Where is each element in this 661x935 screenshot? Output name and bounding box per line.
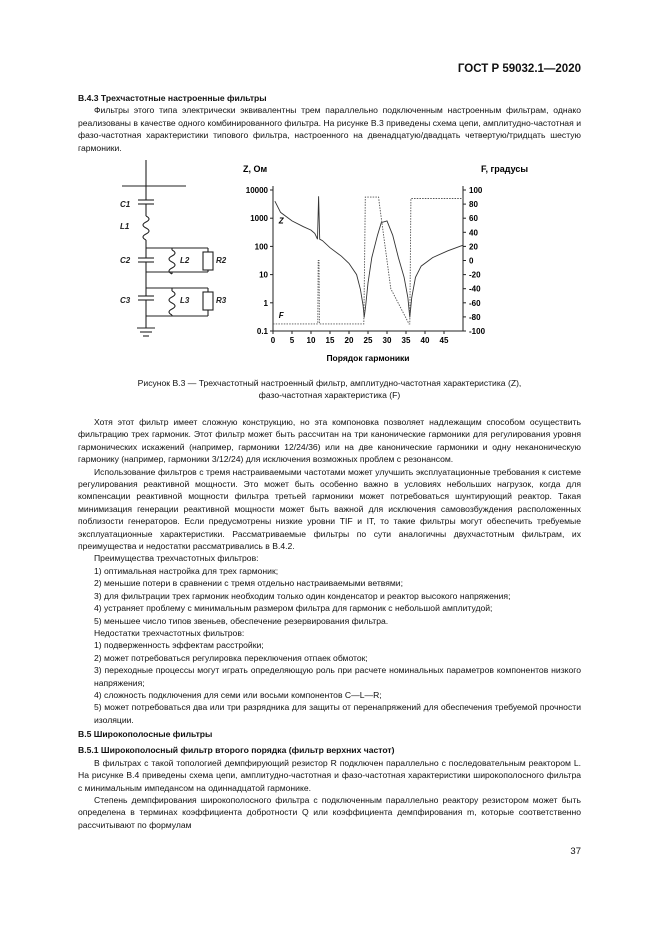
chart xyxy=(243,164,528,363)
x-tick-label: 5 xyxy=(289,336,295,345)
list-item: 3) для фильтрации трех гармоник необходим только один конденсатор и реактор высокого напряжения; xyxy=(94,590,511,601)
list-item: 5) может потребоваться два или три разрядника для защиты от перенапряжений для обеспечения требуемой прочности изоляции. xyxy=(94,702,581,725)
caption-line-1: Рисунок В.3 — Трехчастотный настроенный фильтр, амплитудно-частотная характеристика (Z), xyxy=(137,378,522,388)
y-right-tick-label: -100 xyxy=(469,327,486,336)
label-c1: C1 xyxy=(120,200,131,209)
list-item: 3) переходные процессы могут играть определяющую роль при расчете номинальных параметров компонентов низкого напряжения; xyxy=(94,665,581,688)
label-l2: L2 xyxy=(180,256,190,265)
standard-number: ГОСТ Р 59032.1—2020 xyxy=(457,63,581,75)
series-f-label: F xyxy=(278,310,284,320)
page-number: 37 xyxy=(570,846,581,857)
section-b5 xyxy=(78,728,581,831)
label-c2: C2 xyxy=(120,256,131,265)
caption-line-2: фазо-частотная характеристика (F) xyxy=(258,390,401,401)
x-tick-label: 45 xyxy=(439,336,449,345)
y-right-tick-label: -40 xyxy=(469,284,481,294)
y-right-tick-label: 40 xyxy=(469,228,478,238)
list-item: 4) сложность подключения для семи или восьми компонентов C—L—R; xyxy=(94,689,382,700)
figure-b3 xyxy=(110,160,530,372)
x-tick-label: 35 xyxy=(401,336,411,345)
list-item: 1) подверженность эффектам расстройки; xyxy=(94,640,264,651)
x-tick-label: 15 xyxy=(325,336,335,345)
list-item: 2) меньшие потери в сравнении с тремя отдельно настраиваемыми ветвями; xyxy=(94,578,403,589)
section-body xyxy=(78,416,581,726)
series-f-line xyxy=(273,197,463,324)
y-right-tick-label: -20 xyxy=(469,270,481,280)
y-left-tick-label: 10 xyxy=(259,270,268,280)
paragraph: Фильтры этого типа электрически эквивалентны трем параллельно подключенным настроенным фильтрам, однако реализованы в качестве одного комбинированного фильтра. На рисунке В.3 приведены схема цепи, амплитудно-частотная и фазо-частотная характеристики типового фильтра, настроенного на двенадцатую/двадцать четвертую/тридцать шестую гармоники. xyxy=(78,105,581,153)
y-right-tick-label: 0 xyxy=(469,256,474,266)
y-right-tick-label: 80 xyxy=(469,200,478,210)
y-right-tick-label: -60 xyxy=(469,298,481,308)
subsection-title: B.5.1 Широкополосный фильтр второго порядка (фильтр верхних частот) xyxy=(78,745,395,756)
section-b43 xyxy=(78,92,581,154)
y-left-tick-label: 10000 xyxy=(245,186,268,195)
paragraph: Использование фильтров с тремя настраиваемыми частотами может улучшить эксплуатационные требования к системе регулирования реактивной мощности. Это может быть особенно важно в условиях небольших нагрузок, когда для компенсации реактивной мощности фильтра третьей гармоники может потребоваться шунтирующий реактор. Такая минимизация генерации реактивной мощности может быть важной для исключения самовозбуждения расположенных поблизости генераторов. Если предусмотрены низкие уровни TIF и IT, то такие фильтры могут обеспечить требуемые эксплуатационные характеристики. Рассматриваемые фильтры по сути аналогичны двухчастотным фильтрам, их преимущества и недостатки рассматривались в В.4.2. xyxy=(78,466,581,552)
paragraph: В фильтрах с такой топологией демпфирующий резистор R подключен параллельно с последовательным реактором L. На рисунке В.4 приведены схема цепи, амплитудно-частотная и фазо-частотная характеристики широкополосного фильтра с минимальным импедансом на одиннадцатой гармонике. xyxy=(78,757,581,793)
y-left-tick-label: 1000 xyxy=(250,214,268,224)
label-c3: C3 xyxy=(120,296,131,305)
label-r2: R2 xyxy=(216,256,227,265)
list-item: 5) меньшее число типов звеньев, обеспечение резервирования фильтра. xyxy=(94,615,389,626)
y-right-tick-label: 20 xyxy=(469,242,478,252)
section-title: B.4.3 Трехчастотные настроенные фильтры xyxy=(78,93,267,103)
figure-caption xyxy=(78,377,581,402)
label-l1: L1 xyxy=(120,222,130,231)
x-tick-label: 30 xyxy=(382,336,392,345)
list-item: 2) может потребоваться регулировка переключения отпаек обмоток; xyxy=(94,652,368,663)
paragraph: Степень демпфирования широкополосного фильтра с подключенным параллельно реактору резистором может быть определена в терминах коэффициента добротности Q или коэффициента демпфирования m, которые соответственно рассчитывают по формулам xyxy=(78,795,581,830)
paragraph: Хотя этот фильтр имеет сложную конструкцию, но эта компоновка позволяет надлежащим способом осуществить фильтрацию трех гармоник. Этот фильтр может быть рассчитан на три канонические гармоники для регулирования уровня гармонических искажений (например, гармоники 12/24/36) или на две канонические гармоники и одну неканоническую гармонику (например, гармоники 3/12/24) для исключения возможных проблем с резонансом. xyxy=(78,417,581,465)
y-right-axis-label: F, градусы xyxy=(481,164,529,174)
section-title: B.5 Широкополосные фильтры xyxy=(78,729,213,739)
advantages-title: Преимущества трехчастотных фильтров: xyxy=(94,553,259,564)
x-tick-label: 40 xyxy=(420,336,430,345)
label-l3: L3 xyxy=(180,296,190,305)
x-tick-label: 25 xyxy=(363,336,373,345)
list-item: 1) оптимальная настройка для трех гармоник; xyxy=(94,565,279,576)
y-left-tick-label: 0.1 xyxy=(256,327,268,336)
y-right-tick-label: 100 xyxy=(469,186,483,195)
y-left-tick-label: 100 xyxy=(254,242,268,252)
list-item: 4) устраняет проблему с минимальным размером фильтра для гармоник с небольшой амплитудой; xyxy=(94,603,493,614)
y-right-tick-label: 60 xyxy=(469,214,478,224)
disadvantages-title: Недостатки трехчастотных фильтров: xyxy=(94,627,245,638)
y-left-axis-label: Z, Ом xyxy=(243,164,268,174)
x-tick-label: 10 xyxy=(306,336,316,345)
circuit-diagram xyxy=(122,160,213,336)
x-tick-label: 20 xyxy=(344,336,354,345)
x-axis-label: Порядок гармоники xyxy=(326,353,410,363)
x-tick-label: 0 xyxy=(270,336,276,345)
series-z-label: Z xyxy=(278,216,284,226)
label-r3: R3 xyxy=(216,296,227,305)
series-z-line xyxy=(275,196,463,317)
y-left-tick-label: 1 xyxy=(263,298,268,308)
y-right-tick-label: -80 xyxy=(469,312,481,322)
